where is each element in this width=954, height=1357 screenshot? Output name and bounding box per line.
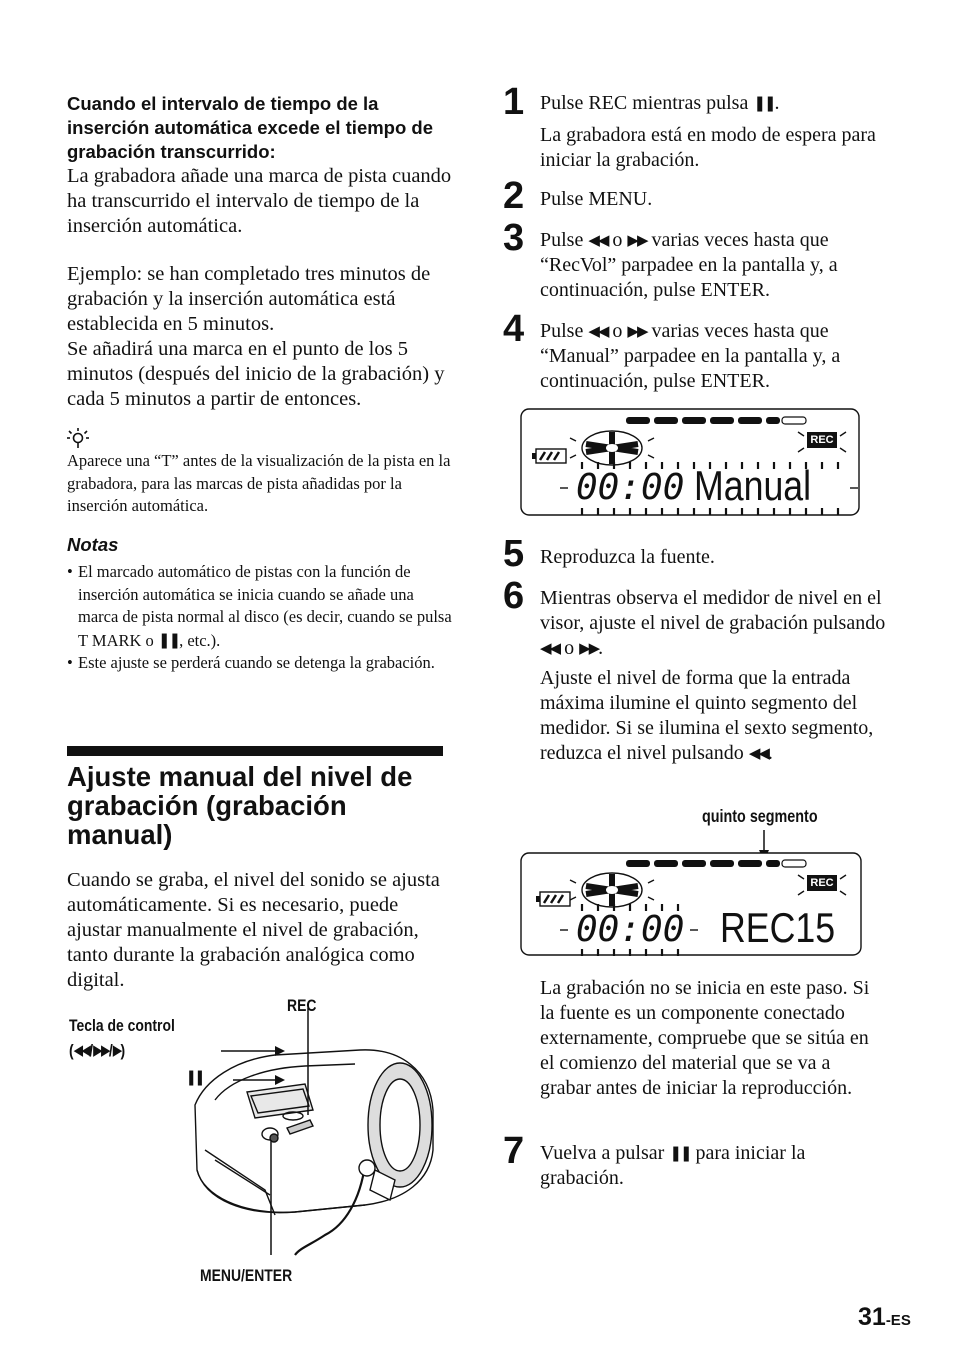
pause-icon: ❚❚	[186, 1068, 204, 1086]
label-control-key: Tecla de control	[69, 1016, 175, 1035]
section-rule	[67, 746, 443, 756]
notes-title: Notas	[67, 534, 119, 555]
pause-icon: ❚❚	[157, 630, 180, 649]
next-icon: ▶▶	[627, 231, 647, 249]
pause-icon: ❚❚	[753, 94, 775, 112]
tip-text: Aparece una “T” antes de la visualización de la pista en la grabadora, para las marcas de pista añadidas por la inserción automática.	[67, 451, 451, 515]
step-7-text: Vuelva a pulsar ❚❚ para iniciar la grabación.	[540, 1142, 806, 1189]
lcd-mode: REC15	[720, 904, 836, 951]
tip-bulb-icon	[66, 426, 90, 450]
step-2-text: Pulse MENU.	[540, 188, 653, 210]
section-title: Ajuste manual del nivel de grabación (grabación manual)	[67, 761, 413, 850]
note-item: • El marcado automático de pistas con la función de inserción automática se inicia cuando se añade una marca de pista normal al disco (es decir, cuando se pulsa T MARK o ❚❚, etc.).	[67, 561, 452, 652]
auto-insert-heading: Cuando el intervalo de tiempo de la inserción automática excede el tiempo de grabación transcurrido:	[67, 93, 434, 162]
step-4-text: Pulse ◀◀ o ▶▶ varias veces hasta que “Manual” parpadee en la pantalla y, a continuación, pulse ENTER.	[540, 320, 841, 392]
play-icon: ▶	[112, 1041, 121, 1059]
rec-badge: REC	[810, 434, 834, 446]
prev-icon: ◀◀	[588, 231, 608, 249]
pause-icon: ❚❚	[669, 1144, 691, 1162]
step-3-text: Pulse ◀◀ o ▶▶ varias veces hasta que “RecVol” parpadee en la pantalla y, a continuación, pulse ENTER.	[540, 229, 838, 301]
next-icon: ▶▶	[627, 322, 647, 340]
notes-list	[67, 561, 452, 675]
label-menu-enter: MENU/ENTER	[200, 1266, 293, 1285]
example-text-1: Ejemplo: se han completado tres minutos de grabación y la inserción automática está establecida en 5 minutos.	[67, 263, 431, 335]
step-1-text: Pulse REC mientras pulsa ❚❚.	[540, 92, 780, 114]
prev-icon: ◀◀	[588, 322, 608, 340]
step-number: 7	[503, 1130, 525, 1172]
step-6-text: Mientras observa el medidor de nivel en el visor, ajuste el nivel de grabación pulsando ◀◀ o ▶▶.	[540, 587, 886, 659]
step-number: 1	[503, 81, 525, 123]
after-display-text: La grabación no se inicia en este paso. Si la fuente es un componente conectado externamente, compruebe que se sitúa en el comienzo del material que se va a grabar antes de iniciar la reproducción.	[540, 977, 870, 1099]
example-text-2: Se añadirá una marca en el punto de los 5 minutos (después del inicio de la grabación) y cada 5 minutos a partir de entonces.	[67, 338, 445, 410]
step-number: 5	[503, 533, 525, 575]
note-item: • Este ajuste se perderá cuando se detenga la grabación.	[67, 652, 452, 675]
label-rec: REC	[287, 996, 317, 1015]
prev-icon: ◀◀	[540, 639, 560, 657]
md-recorder-illustration	[185, 1000, 445, 1260]
step-number: 2	[503, 175, 525, 217]
step-number: 6	[503, 575, 525, 617]
next-icon: ▶▶	[93, 1041, 109, 1059]
lcd-display-manual	[520, 408, 860, 516]
step-5-text: Reproduzca la fuente.	[540, 546, 715, 568]
prev-icon: ◀◀	[73, 1041, 90, 1059]
step-number: 4	[503, 308, 525, 350]
lcd-display-rec15	[520, 852, 862, 956]
rec-badge: REC	[810, 877, 834, 889]
prev-icon: ◀◀	[748, 744, 768, 762]
step-number: 3	[503, 217, 525, 259]
label-control-glyphs: (◀◀/▶▶/▶)	[69, 1041, 126, 1060]
auto-insert-body: La grabadora añade una marca de pista cuando ha transcurrido el intervalo de tiempo de la inserción automática.	[67, 165, 452, 237]
next-icon: ▶▶	[579, 639, 599, 657]
callout-fifth-segment: quinto segmento	[702, 806, 818, 826]
section-body: Cuando se graba, el nivel del sonido se ajusta automáticamente. Si es necesario, puede ajustar manualmente el nivel de grabación, tanto durante la grabación analógica como digital.	[67, 869, 440, 991]
page-number: 31-ES	[858, 1303, 911, 1331]
step-6-sub: Ajuste el nivel de forma que la entrada máxima ilumine el quinto segmento del medidor. Si se ilumina el sexto segmento, reduzca el nivel pulsando ◀◀.	[540, 667, 874, 764]
lcd-time: 00:00	[576, 467, 685, 508]
step-1-sub: La grabadora está en modo de espera para iniciar la grabación.	[540, 124, 876, 171]
lcd-mode: Manual	[694, 462, 812, 509]
lcd-time: 00:00	[576, 909, 685, 950]
